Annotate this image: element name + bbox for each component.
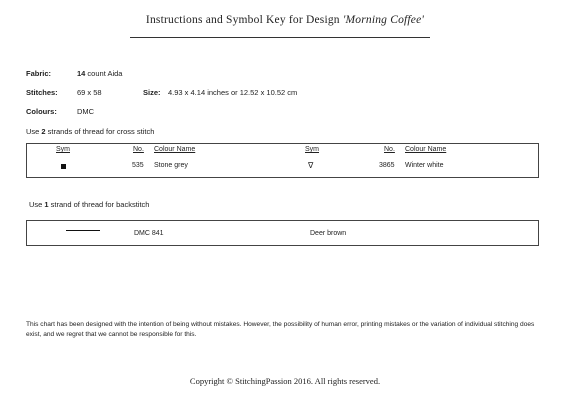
- backstitch-key-table: [26, 220, 539, 246]
- size-label: Size:: [143, 88, 161, 97]
- cross-stitch-instruction: [26, 127, 154, 136]
- symbol-key-table: [26, 143, 539, 178]
- solid-line-icon: [66, 230, 100, 231]
- design-name: 'Morning Coffee': [342, 14, 425, 26]
- colour-name: Winter white: [405, 162, 444, 169]
- header-colour-name-2: Colour Name: [405, 146, 447, 153]
- colours-value: DMC: [77, 107, 95, 116]
- header-sym-2: Sym: [305, 146, 319, 153]
- strand-count: 1: [44, 200, 49, 209]
- strand-count: 2: [41, 127, 46, 136]
- size-value: 4.93 x 4.14 inches or 12.52 x 10.52 cm: [168, 88, 298, 97]
- header-no-1: No.: [133, 146, 144, 153]
- thread-number: 535: [132, 162, 144, 169]
- header-no-2: No.: [384, 146, 395, 153]
- fabric-value: [77, 69, 122, 78]
- instruction-prefix: Use: [26, 127, 42, 136]
- page-title: [0, 14, 570, 26]
- thread-number: 3865: [379, 162, 395, 169]
- header-colour-name-1: Colour Name: [154, 146, 196, 153]
- title-divider: [130, 37, 430, 38]
- colour-name: Stone grey: [154, 162, 188, 169]
- colours-label: Colours:: [26, 107, 57, 116]
- fabric-label: Fabric:: [26, 69, 52, 78]
- instruction-suffix: strand of thread for backstitch: [48, 200, 150, 209]
- instruction-prefix: Use: [29, 200, 45, 209]
- fabric-count: 14: [77, 69, 86, 78]
- fabric-type: count Aida: [85, 69, 123, 78]
- stitches-value: 69 x 58: [77, 88, 102, 97]
- triangle-down-icon: ∇: [308, 161, 314, 170]
- stitches-label: Stitches:: [26, 88, 58, 97]
- disclaimer-text: This chart has been designed with the intention of being without mistakes. However, the possibility of human error, printing mistakes or the variation of individual stitching does exist, and we regret that we cannot be responsible for this.: [26, 321, 535, 338]
- filled-square-icon: [61, 164, 66, 169]
- backstitch-colour-name: Deer brown: [310, 230, 347, 237]
- backstitch-thread: DMC 841: [134, 230, 164, 237]
- title-prefix: Instructions and Symbol Key for Design: [145, 14, 340, 26]
- instruction-suffix: strands of thread for cross stitch: [45, 127, 155, 136]
- header-sym-1: Sym: [56, 146, 70, 153]
- backstitch-instruction: [29, 200, 149, 209]
- copyright-notice: Copyright © StitchingPassion 2016. All rights reserved.: [189, 376, 381, 386]
